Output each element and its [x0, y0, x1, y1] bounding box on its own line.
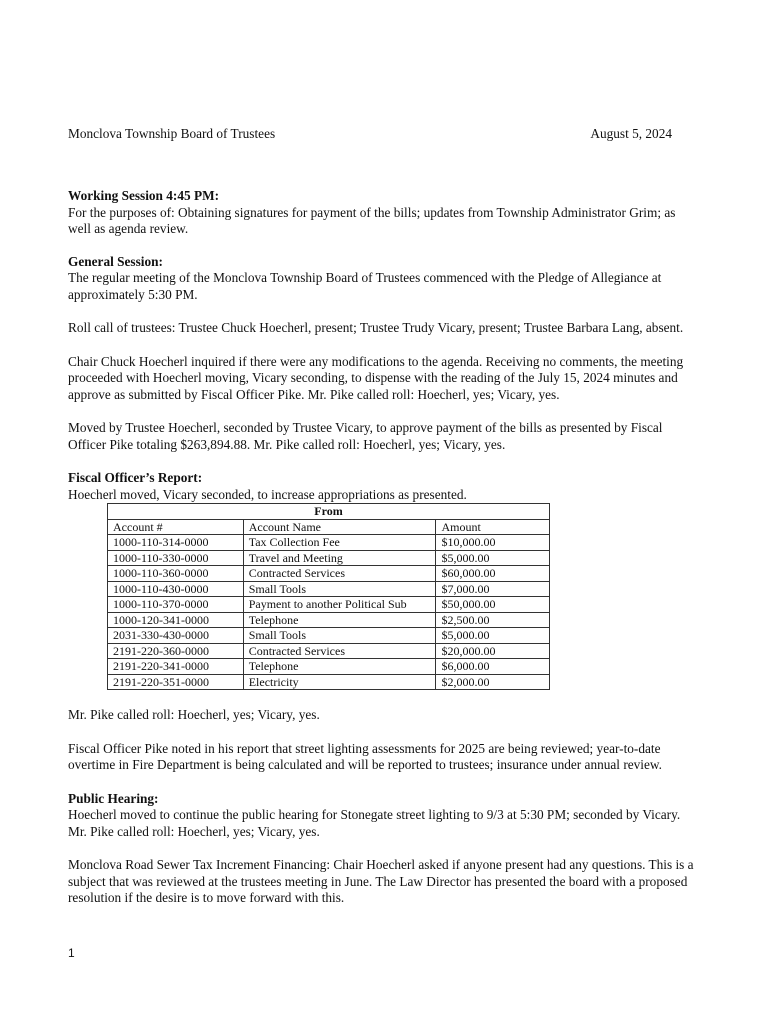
- public-hearing-heading: Public Hearing:: [68, 790, 159, 806]
- organization-name: Monclova Township Board of Trustees: [68, 126, 276, 141]
- account-number-cell: 2191-220-341-0000: [108, 659, 244, 675]
- account-name-cell: Telephone: [243, 612, 436, 628]
- account-number-cell: 1000-110-430-0000: [108, 581, 244, 597]
- account-number-cell: 1000-110-370-0000: [108, 597, 244, 613]
- page-number: 1: [68, 946, 75, 960]
- general-session-paragraph: Roll call of trustees: Trustee Chuck Hoecherl, present; Trustee Trudy Vicary, present; Trustee Barbara Lang, absent.: [68, 320, 684, 335]
- account-name-cell: Small Tools: [243, 581, 436, 597]
- amount-cell: $60,000.00: [436, 566, 550, 582]
- public-hearing-section: [68, 791, 698, 907]
- general-session-heading: General Session:: [68, 253, 163, 269]
- working-session-text: For the purposes of: Obtaining signatures for payment of the bills; updates from Township Administrator Grim; as well as agenda review.: [68, 204, 676, 236]
- amount-cell: $7,000.00: [436, 581, 550, 597]
- account-number-cell: 2031-330-430-0000: [108, 628, 244, 644]
- table-row: [108, 550, 550, 566]
- general-session-paragraph: Moved by Trustee Hoecherl, seconded by Trustee Vicary, to approve payment of the bills as presented by Fiscal Officer Pike totaling $263,894.88. Mr. Pike called roll: Hoecherl, yes; Vicary, yes.: [68, 420, 663, 452]
- column-header-account-name: Account Name: [243, 519, 436, 535]
- account-name-cell: Travel and Meeting: [243, 550, 436, 566]
- appropriations-table: [107, 503, 550, 690]
- amount-cell: $50,000.00: [436, 597, 550, 613]
- minutes-body: [68, 188, 698, 924]
- fiscal-report-heading: Fiscal Officer’s Report:: [68, 470, 203, 485]
- account-name-cell: Tax Collection Fee: [243, 535, 436, 551]
- general-session-paragraph: The regular meeting of the Monclova Township Board of Trustees commenced with the Pledge of Allegiance at approximately 5:30 PM.: [68, 270, 662, 302]
- account-number-cell: 1000-110-360-0000: [108, 566, 244, 582]
- amount-cell: $6,000.00: [436, 659, 550, 675]
- amount-cell: $5,000.00: [436, 550, 550, 566]
- public-hearing-paragraph: Hoecherl moved to continue the public hearing for Stonegate street lighting to 9/3 at 5:30 PM; seconded by Vicary. Mr. Pike called roll: Hoecherl, yes; Vicary, yes.: [68, 807, 681, 839]
- table-row: [108, 566, 550, 582]
- fiscal-report-note: Fiscal Officer Pike noted in his report that street lighting assessments for 2025 are being reviewed; year-to-date overtime in Fire Department is being calculated and will be reported to trustees; insurance under annual review.: [68, 740, 662, 772]
- account-name-cell: Contracted Services: [243, 566, 436, 582]
- account-number-cell: 2191-220-351-0000: [108, 674, 244, 690]
- working-session-heading: Working Session 4:45 PM:: [68, 188, 220, 203]
- account-number-cell: 1000-110-330-0000: [108, 550, 244, 566]
- table-row: [108, 628, 550, 644]
- table-row: [108, 674, 550, 690]
- account-number-cell: 1000-120-341-0000: [108, 612, 244, 628]
- fiscal-roll-call: Mr. Pike called roll: Hoecherl, yes; Vicary, yes.: [68, 707, 320, 722]
- table-row: [108, 643, 550, 659]
- account-name-cell: Small Tools: [243, 628, 436, 644]
- table-row: [108, 659, 550, 675]
- account-number-cell: 2191-220-360-0000: [108, 643, 244, 659]
- account-name-cell: Payment to another Political Sub: [243, 597, 436, 613]
- account-name-cell: Contracted Services: [243, 643, 436, 659]
- column-header-account-number: Account #: [108, 519, 244, 535]
- amount-cell: $2,500.00: [436, 612, 550, 628]
- column-header-amount: Amount: [436, 519, 550, 535]
- table-row: [108, 612, 550, 628]
- amount-cell: $20,000.00: [436, 643, 550, 659]
- public-hearing-paragraph: Monclova Road Sewer Tax Increment Financing: Chair Hoecherl asked if anyone present had any questions. This is a subject that was reviewed at the trustees meeting in June. The Law Director has presented the board with a proposed resolution if the desire is to move forward with this.: [68, 857, 694, 905]
- table-group-header-row: [108, 504, 550, 520]
- table-row: [108, 535, 550, 551]
- table-row: [108, 597, 550, 613]
- account-name-cell: Electricity: [243, 674, 436, 690]
- table-column-header-row: [108, 519, 550, 535]
- table-group-header: From: [108, 504, 550, 520]
- amount-cell: $10,000.00: [436, 535, 550, 551]
- general-session-section: [68, 254, 698, 454]
- meeting-date: August 5, 2024: [590, 126, 672, 141]
- account-name-cell: Telephone: [243, 659, 436, 675]
- general-session-paragraph: Chair Chuck Hoecherl inquired if there were any modifications to the agenda. Receiving no comments, the meeting proceeded with Hoecherl moving, Vicary seconding, to dispense with the reading of the July 15, 2024 minutes and approve as submitted by Fiscal Officer Pike. Mr. Pike called roll: Hoecherl, yes; Vicary, yes.: [68, 353, 684, 402]
- table-row: [108, 581, 550, 597]
- working-session-section: [68, 188, 698, 238]
- amount-cell: $5,000.00: [436, 628, 550, 644]
- fiscal-report-intro: Hoecherl moved, Vicary seconded, to increase appropriations as presented.: [68, 486, 467, 502]
- amount-cell: $2,000.00: [436, 674, 550, 690]
- fiscal-report-section: [68, 470, 698, 774]
- account-number-cell: 1000-110-314-0000: [108, 535, 244, 551]
